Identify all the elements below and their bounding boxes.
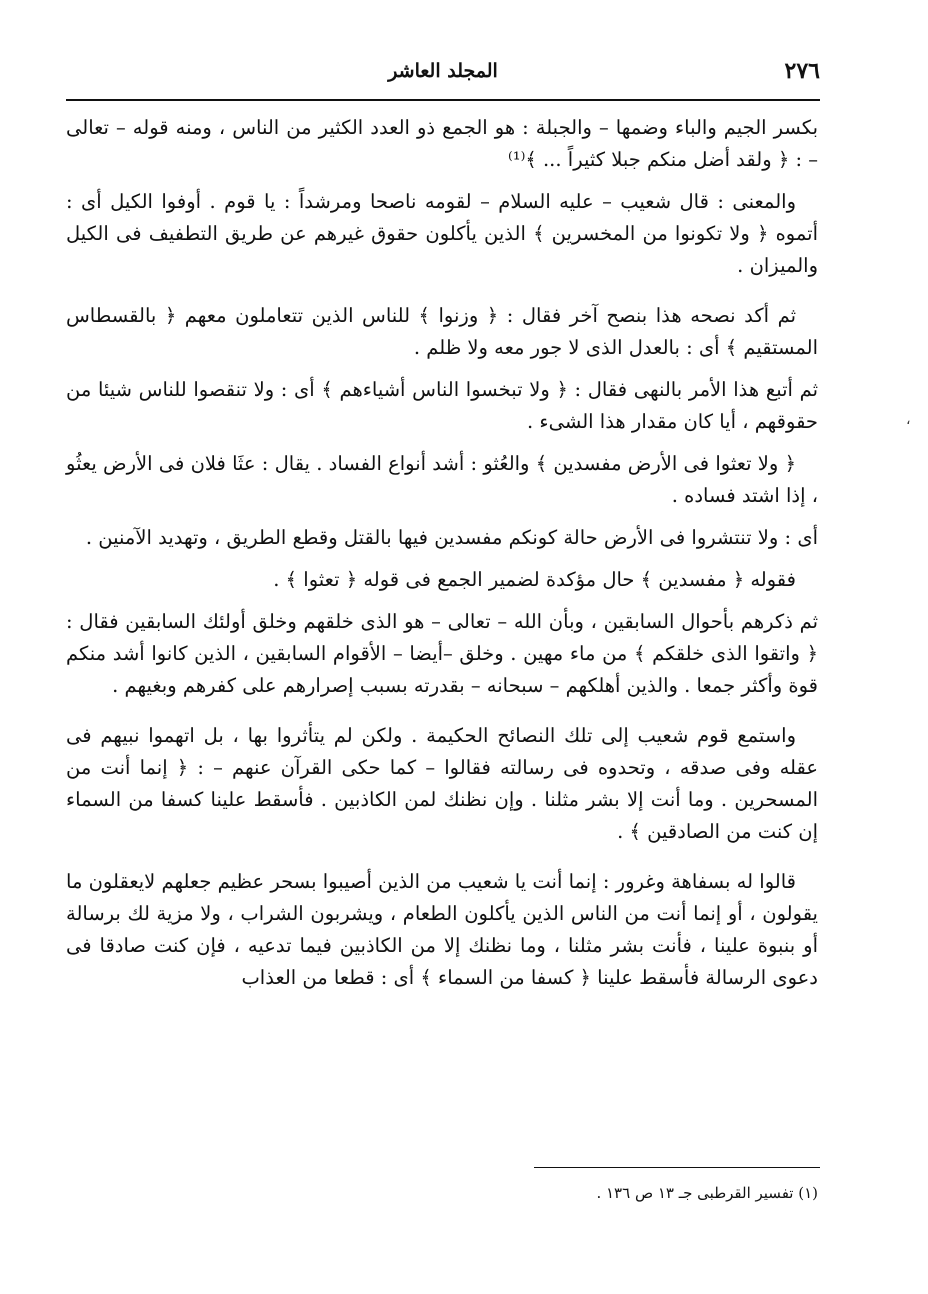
paragraph-8: ثم ذكرهم بأحوال السابقين ، وبأن الله – تعالى – هو الذى خلقهم وخلق أولئك السابقين فقال : ﴿ واتقوا الذى خلقكم ﴾ من ماء مهين . وخلق –أيضا – الأقوام السابقين ، الذين كانوا أشد منكم قوة وأكثر جمعا . والذين أهلكهم – سبحانه – بقدرته بسبب إصرارهم على كفرهم وبغيهم . bbox=[66, 610, 818, 697]
margin-mark: ، bbox=[906, 412, 911, 428]
paragraph-1: بكسر الجيم والباء وضمها – والجبلة : هو الجمع ذو العدد الكثير من الناس ، ومنه قوله – تعالى – : ﴿ ولقد أضل منكم جبلا كثيراً ... ﴾⁽¹⁾ bbox=[66, 116, 818, 171]
paragraph-2: والمعنى : قال شعيب – عليه السلام – لقومه ناصحا ومرشداً : يا قوم . أوفوا الكيل أى : أتموه ﴿ ولا تكونوا من المخسرين ﴾ الذين يأكلون حقوق غيرهم عن طريق التطفيف فى الكيل والميزان . bbox=[66, 190, 818, 277]
body-text bbox=[66, 112, 818, 1004]
paragraph-7: فقوله ﴿ مفسدين ﴾ حال مؤكدة لضمير الجمع فى قوله ﴿ تعثوا ﴾ . bbox=[273, 568, 796, 591]
paragraph-5: ﴿ ولا تعثوا فى الأرض مفسدين ﴾ والعُثو : أشد أنواع الفساد . يقال : عثَا فلان فى الأرض يعثُو ، إذا اشتد فساده . bbox=[66, 452, 818, 507]
header-rule bbox=[66, 99, 820, 101]
paragraph-3: ثم أكد نصحه هذا بنصح آخر فقال : ﴿ وزنوا ﴾ للناس الذين تتعاملون معهم ﴿ بالقسطاس المستقيم ﴾ أى : بالعدل الذى لا جور معه ولا ظلم . bbox=[66, 304, 818, 359]
footnote-rule bbox=[534, 1167, 820, 1168]
paragraph-6: أى : ولا تنتشروا فى الأرض حالة كونكم مفسدين فيها بالقتل وقطع الطريق ، وتهديد الآمنين . bbox=[85, 526, 818, 549]
page-header bbox=[66, 58, 820, 98]
running-head: المجلد العاشر bbox=[388, 60, 498, 82]
footnote: (١) تفسير القرطبى جـ ١٣ ص ١٣٦ . bbox=[596, 1184, 818, 1202]
paragraph-9: واستمع قوم شعيب إلى تلك النصائح الحكيمة . ولكن لم يتأثروا بها ، بل اتهموا نبيهم فى عقله وفى صدقه ، وتحدوه فى رسالته فقالوا – كما حكى القرآن عنهم – : ﴿ إنما أنت من المسحرين . وما أنت إلا بشر مثلنا . وإن نظنك لمن الكاذبين . فأسقط علينا كسفا من السماء إن كنت من الصادقين ﴾ . bbox=[66, 724, 818, 843]
page-number: ٢٧٦ bbox=[784, 58, 820, 84]
paragraph-10: قالوا له بسفاهة وغرور : إنما أنت يا شعيب من الذين أصيبوا بسحر عظيم جعلهم لايعقلون ما يقولون ، أو إنما أنت من الناس الذين يأكلون الطعام ، ويشربون الشراب ، ولا مزية لك برسالة أو بنبوة علينا ، فأنت بشر مثلنا ، وما نظنك إلا من الكاذبين فيما تدعيه ، فإن كنت صادقا فى دعوى الرسالة فأسقط علينا ﴿ كسفا من السماء ﴾ أى : قطعا من العذاب bbox=[66, 870, 818, 989]
paragraph-4: ثم أتبع هذا الأمر بالنهى فقال : ﴿ ولا تبخسوا الناس أشياءهم ﴾ أى : ولا تنقصوا للناس شيئا من حقوقهم ، أيا كان مقدار هذا الشىء . bbox=[66, 378, 818, 433]
